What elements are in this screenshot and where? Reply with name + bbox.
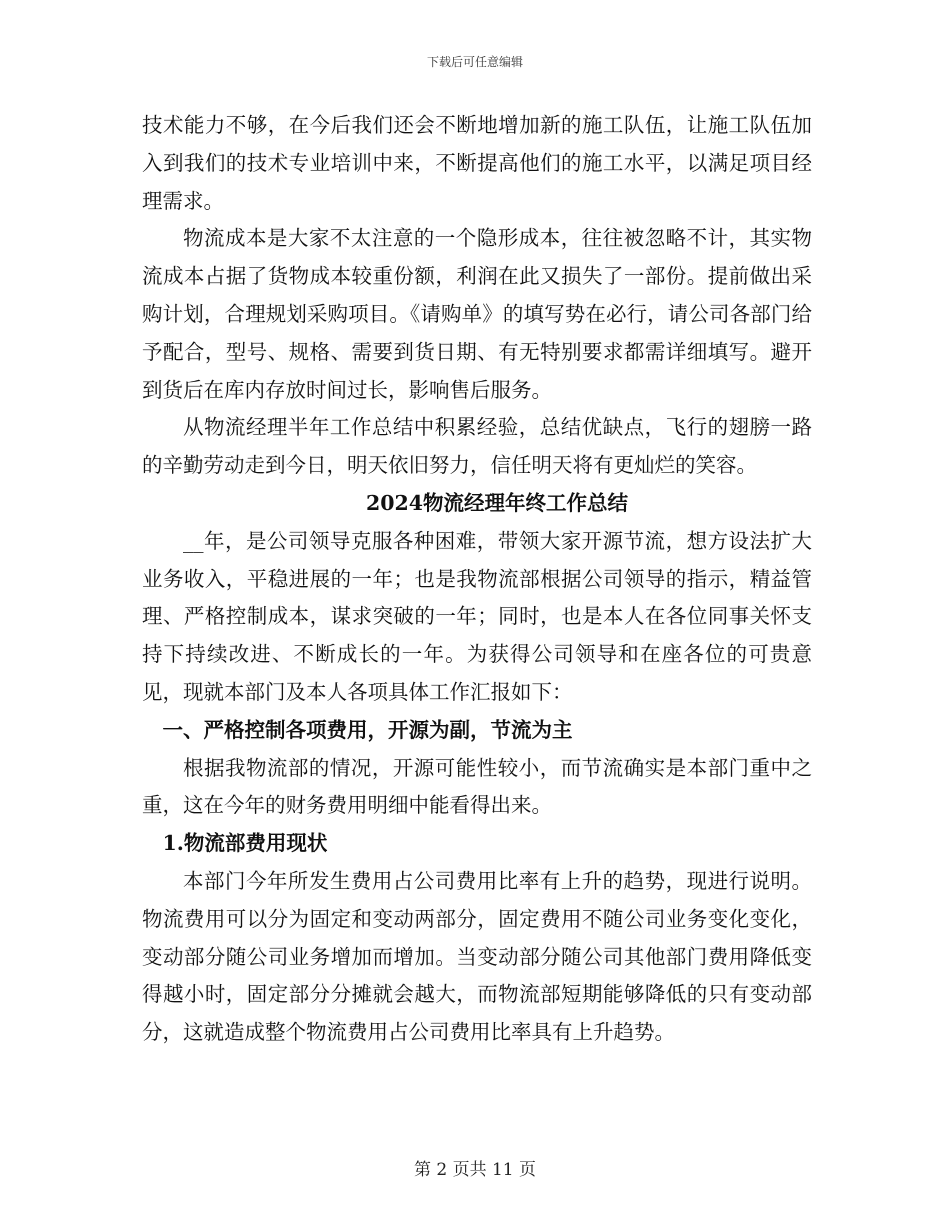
page-header: 下载后可任意编辑: [426, 55, 523, 69]
paragraph-4: __年，是公司领导克服各种困难，带领大家开源节流，想方设法扩大业务收入，平稳进展的一年；也是我物流部根据公司领导的指示，精益管理、严格控制成本，谋求突破的一年；同时，也是本人在各位同事关怀支持下持续改进、不断成长的一年。为获得公司领导和在座各位的可贵意见，现就本部门及本人各项具体工作汇报如下：: [142, 528, 812, 704]
paragraph-6: 本部门今年所发生费用占公司费用比率有上升的趋势，现进行说明。物流费用可以分为固定和变动两部分，固定费用不随公司业务变化变化，变动部分随公司业务增加而增加。当变动部分随公司其他部门费用降低变得越小时，固定部分分摊就会越大，而物流部短期能够降低的只有变动部分，这就造成整个物流费用占公司费用比率具有上升趋势。: [142, 868, 812, 1045]
paragraph-3: 从物流经理半年工作总结中积累经验，总结优缺点，飞行的翅膀一路的辛勤劳动走到今日，明天依旧努力，信任明天将有更灿烂的笑容。: [142, 415, 812, 478]
page-number-footer: 第 2 页共 11 页: [413, 1160, 537, 1180]
heading-level-2: 1.物流部费用现状: [162, 831, 328, 856]
paragraph-2: 物流成本是大家不太注意的一个隐形成本，往往被忽略不计，其实物流成本占据了货物成本较重份额，利润在此又损失了一部份。提前做出采购计划，合理规划采购项目。《请购单》的填写势在必行，请公司各部门给予配合，型号、规格、需要到货日期、有无特别要求都需详细填写。避开到货后在库内存放时间过长，影响售后服务。: [142, 226, 812, 402]
paragraph-1: 技术能力不够，在今后我们还会不断地增加新的施工队伍，让施工队伍加入到我们的技术专业培训中来，不断提高他们的施工水平，以满足项目经理需求。: [142, 113, 812, 213]
document-body: [142, 107, 812, 1052]
paragraph-5: 根据我物流部的情况，开源可能性较小，而节流确实是本部门重中之重，这在今年的财务费用明细中能看得出来。: [142, 755, 812, 818]
heading-level-1: 一、严格控制各项费用，开源为副，节流为主: [162, 717, 573, 742]
section-title: 2024物流经理年终工作总结: [365, 490, 629, 515]
